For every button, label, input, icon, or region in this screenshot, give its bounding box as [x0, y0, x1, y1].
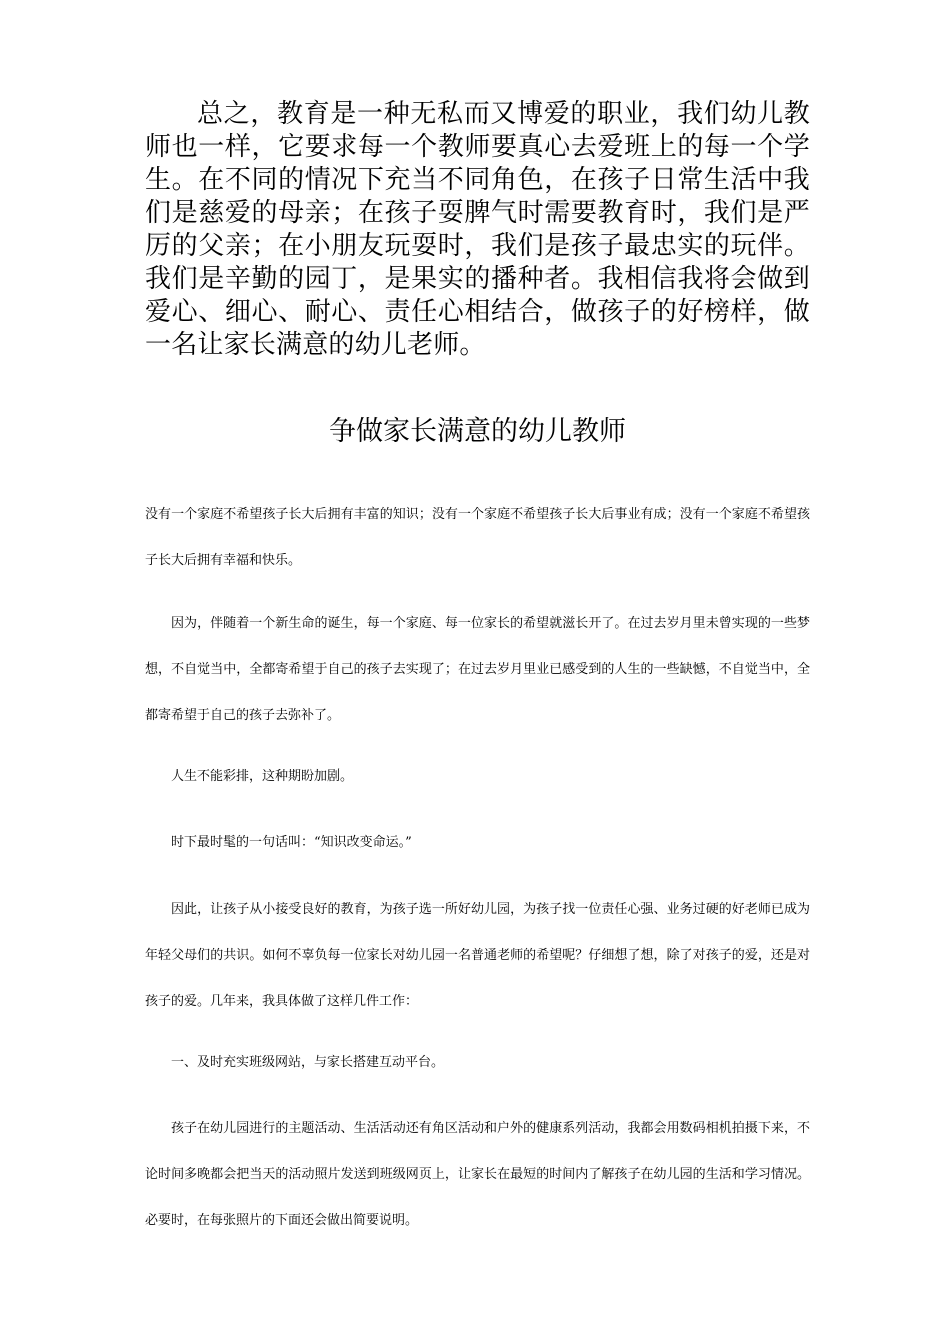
intro-paragraph: 总之，教育是一种无私而又博爱的职业，我们幼儿教师也一样，它要求每一个教师要真心去爱班上的每一个学生。在不同的情况下充当不同角色，在孩子日常生活中我们是慈爱的母亲；在孩子耍脾气时需要教育时，我们是严厉的父亲；在小朋友玩耍时，我们是孩子最忠实的玩伴。我们是辛勤的园丁，是果实的播种者。我相信我将会做到爱心、细心、耐心、责任心相结合，做孩子的好榜样，做一名让家长满意的幼儿老师。 [145, 99, 810, 360]
paragraph-7: 孩子在幼儿园进行的主题活动、生活活动还有角区活动和户外的健康系列活动，我都会用数码相机拍摄下来，不论时间多晚都会把当天的活动照片发送到班级网页上，让家长在最短的时间内了解孩子在幼儿园的生活和学习情况。必要时，在每张照片的下面还会做出简要说明。 [145, 1121, 810, 1228]
paragraph-3: 人生不能彩排，这种期盼加剧。 [171, 769, 354, 784]
paragraph-5: 因此，让孩子从小接受良好的教育，为孩子选一所好幼儿园，为孩子找一位责任心强、业务过硬的好老师已成为年轻父母们的共识。如何不辜负每一位家长对幼儿园一名普通老师的希望呢？仔细想了想，除了对孩子的爱，还是对孩子的爱。几年来，我具体做了这样几件工作： [145, 902, 810, 1009]
article-title: 争做家长满意的幼儿教师 [329, 416, 626, 447]
paragraph-1: 没有一个家庭不希望孩子长大后拥有丰富的知识；没有一个家庭不希望孩子长大后事业有成；没有一个家庭不希望孩子长大后拥有幸福和快乐。 [145, 507, 810, 568]
paragraph-2: 因为，伴随着一个新生命的诞生，每一个家庭、每一位家长的希望就滋长开了。在过去岁月里未曾实现的一些梦想，不自觉当中，全都寄希望于自己的孩子去实现了；在过去岁月里业已感受到的人生的一些缺憾，不自觉当中，全都寄希望于自己的孩子去弥补了。 [145, 616, 810, 723]
paragraph-4: 时下最时髦的一句话叫：“知识改变命运。” [171, 835, 412, 850]
paragraph-6: 一、及时充实班级网站，与家长搭建互动平台。 [171, 1055, 445, 1070]
